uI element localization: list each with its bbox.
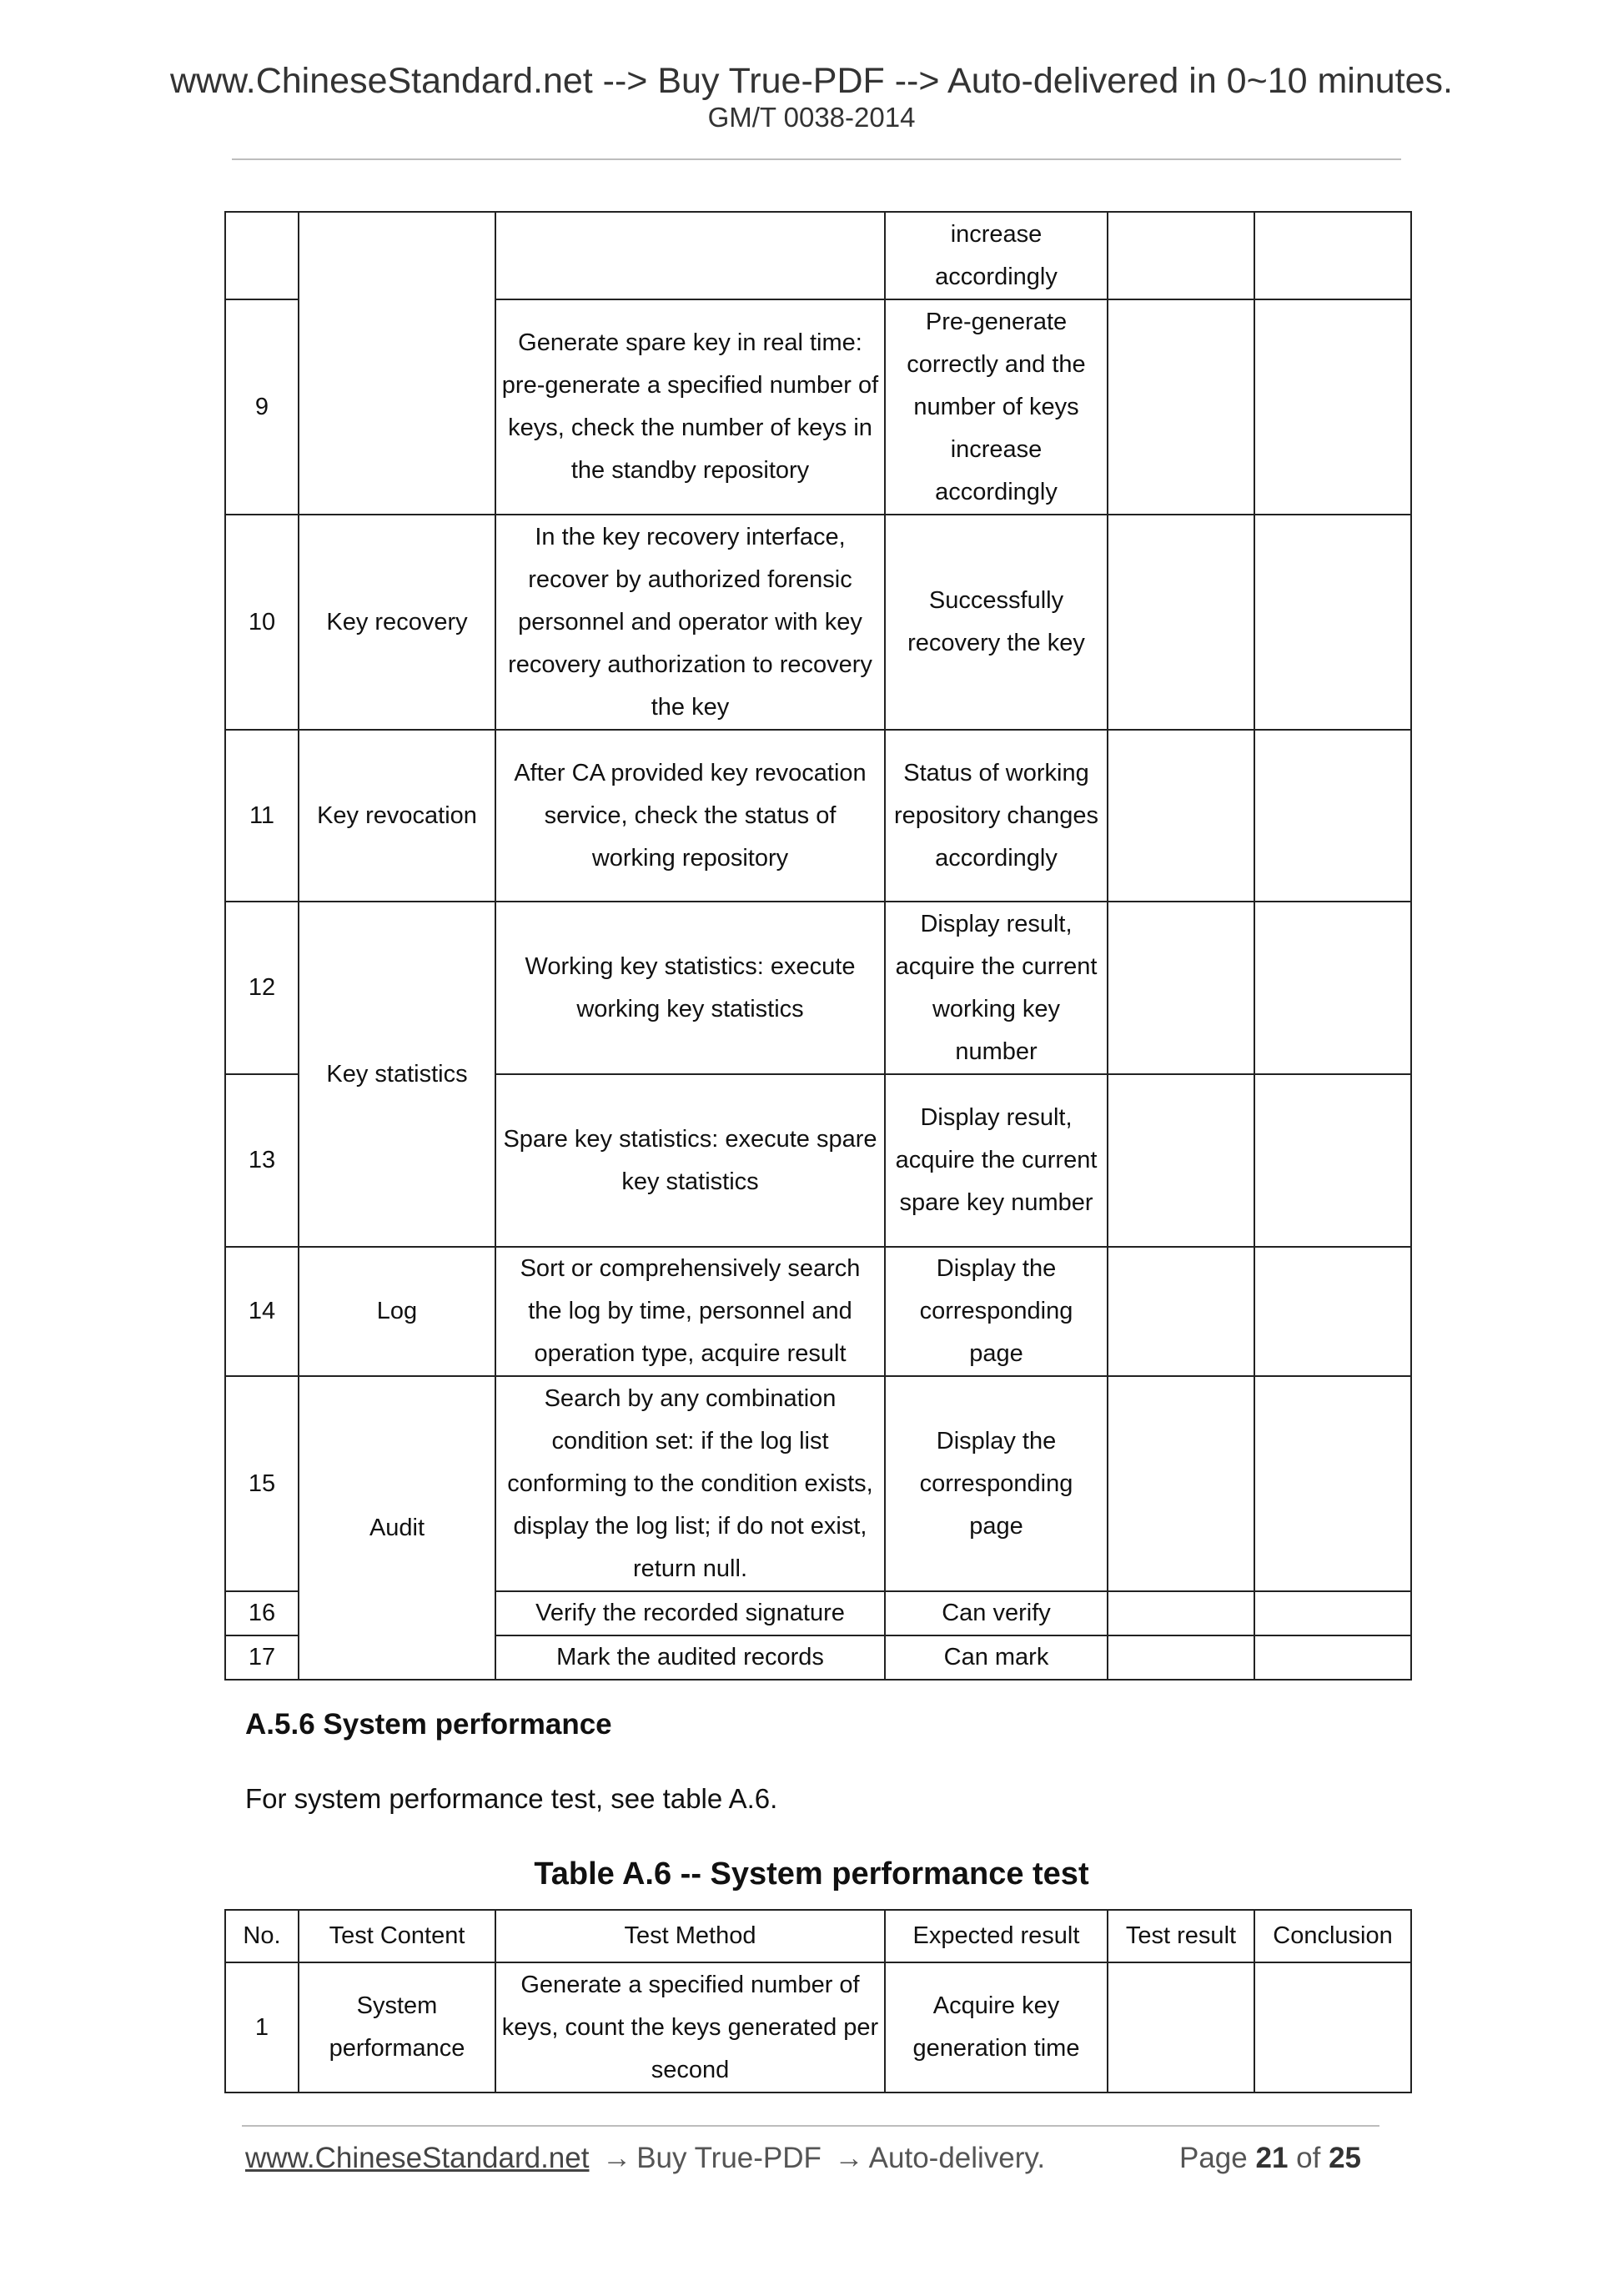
page-label: Page: [1179, 2142, 1248, 2174]
row-test-method: Search by any combination condition set: if the log list conforming to the condition exists, display the log list; if do not exist, return null.: [495, 1376, 885, 1591]
row-test-method: Mark the audited records: [495, 1635, 885, 1680]
row-expected-result: Can mark: [885, 1635, 1108, 1680]
row-test-content: Key statistics: [299, 902, 495, 1247]
row-test-result: [1108, 1376, 1254, 1591]
row-test-method: Verify the recorded signature: [495, 1591, 885, 1635]
row-no: 15: [225, 1376, 299, 1591]
row-conclusion: [1254, 515, 1411, 730]
row-no: 14: [225, 1247, 299, 1376]
section-paragraph: For system performance test, see table A.6.: [245, 1783, 778, 1814]
row-test-content: System performance: [299, 1962, 495, 2093]
page-total: 25: [1329, 2142, 1362, 2174]
arrow-right-icon: →: [834, 2142, 864, 2174]
table-row: [225, 902, 1411, 1074]
table-row: [225, 730, 1411, 902]
row-no: 11: [225, 730, 299, 902]
row-test-result: [1108, 515, 1254, 730]
row-expected-result: Display the corresponding page: [885, 1247, 1108, 1376]
page-number: [1179, 2143, 1361, 2173]
row-test-result: [1108, 1247, 1254, 1376]
row-test-result: [1108, 212, 1254, 299]
row-expected-result: Display result, acquire the current spare key number: [885, 1074, 1108, 1247]
header-banner: www.ChineseStandard.net --> Buy True-PDF --> Auto-delivered in 0~10 minutes.: [169, 61, 1453, 101]
footer-site-link[interactable]: www.ChineseStandard.net: [245, 2142, 590, 2174]
table-row: [225, 212, 1411, 299]
row-test-content: [299, 212, 495, 515]
row-no: [225, 212, 299, 299]
row-no: 1: [225, 1962, 299, 2093]
row-test-content: Log: [299, 1247, 495, 1376]
header-no: No.: [225, 1910, 299, 1962]
row-conclusion: [1254, 1247, 1411, 1376]
document-code: GM/T 0038-2014: [707, 102, 916, 133]
row-conclusion: [1254, 212, 1411, 299]
page-current: 21: [1255, 2142, 1289, 2174]
row-test-method: After CA provided key revocation service, check the status of working repository: [495, 730, 885, 902]
row-test-method: In the key recovery interface, recover by authorized forensic personnel and operator with key recovery authorization to recovery the key: [495, 515, 885, 730]
header-test-result: Test result: [1108, 1910, 1254, 1962]
row-test-method: Generate a specified number of keys, count the keys generated per second: [495, 1962, 885, 2093]
row-expected-result: Status of working repository changes accordingly: [885, 730, 1108, 902]
row-conclusion: [1254, 902, 1411, 1074]
row-test-result: [1108, 1962, 1254, 2093]
row-no: 13: [225, 1074, 299, 1247]
table-row: [225, 515, 1411, 730]
table-header-row: [225, 1910, 1411, 1962]
row-test-result: [1108, 299, 1254, 515]
page-of: of: [1296, 2142, 1321, 2174]
row-test-result: [1108, 1074, 1254, 1247]
row-conclusion: [1254, 1376, 1411, 1591]
row-conclusion: [1254, 299, 1411, 515]
table-a5-continued: [224, 211, 1412, 1681]
row-no: 12: [225, 902, 299, 1074]
footer-links: [245, 2143, 1045, 2173]
row-test-content: Audit: [299, 1376, 495, 1680]
footer-delivery-text: Auto-delivery.: [868, 2142, 1046, 2174]
row-conclusion: [1254, 1074, 1411, 1247]
table-row: [225, 1247, 1411, 1376]
row-test-content: Key recovery: [299, 515, 495, 730]
row-expected-result: Acquire key generation time: [885, 1962, 1108, 2093]
row-test-result: [1108, 1635, 1254, 1680]
footer-buy-link[interactable]: Buy True-PDF: [636, 2142, 822, 2174]
table-row: [225, 1962, 1411, 2093]
row-test-method: Spare key statistics: execute spare key statistics: [495, 1074, 885, 1247]
row-test-method: [495, 212, 885, 299]
row-expected-result: Successfully recovery the key: [885, 515, 1108, 730]
row-test-method: Working key statistics: execute working key statistics: [495, 902, 885, 1074]
table-row: [225, 1376, 1411, 1591]
row-no: 9: [225, 299, 299, 515]
row-expected-result: increase accordingly: [885, 212, 1108, 299]
row-no: 10: [225, 515, 299, 730]
header-expected-result: Expected result: [885, 1910, 1108, 1962]
row-conclusion: [1254, 730, 1411, 902]
row-test-result: [1108, 902, 1254, 1074]
row-no: 17: [225, 1635, 299, 1680]
row-test-result: [1108, 1591, 1254, 1635]
row-test-result: [1108, 730, 1254, 902]
header-test-content: Test Content: [299, 1910, 495, 1962]
header-conclusion: Conclusion: [1254, 1910, 1411, 1962]
header-divider: [232, 158, 1401, 160]
arrow-right-icon: →: [602, 2142, 632, 2174]
row-conclusion: [1254, 1635, 1411, 1680]
footer-divider: [242, 2125, 1379, 2127]
row-test-content: Key revocation: [299, 730, 495, 902]
section-heading: A.5.6 System performance: [245, 1708, 612, 1741]
table-a6-caption: Table A.6 -- System performance test: [534, 1856, 1089, 1892]
row-expected-result: Can verify: [885, 1591, 1108, 1635]
row-expected-result: Display the corresponding page: [885, 1376, 1108, 1591]
row-no: 16: [225, 1591, 299, 1635]
row-expected-result: Display result, acquire the current working key number: [885, 902, 1108, 1074]
table-a6: [224, 1909, 1412, 2093]
row-expected-result: Pre-generate correctly and the number of keys increase accordingly: [885, 299, 1108, 515]
row-conclusion: [1254, 1591, 1411, 1635]
header-test-method: Test Method: [495, 1910, 885, 1962]
row-test-method: Generate spare key in real time: pre-generate a specified number of keys, check the number of keys in the standby repository: [495, 299, 885, 515]
row-conclusion: [1254, 1962, 1411, 2093]
row-test-method: Sort or comprehensively search the log by time, personnel and operation type, acquire result: [495, 1247, 885, 1376]
